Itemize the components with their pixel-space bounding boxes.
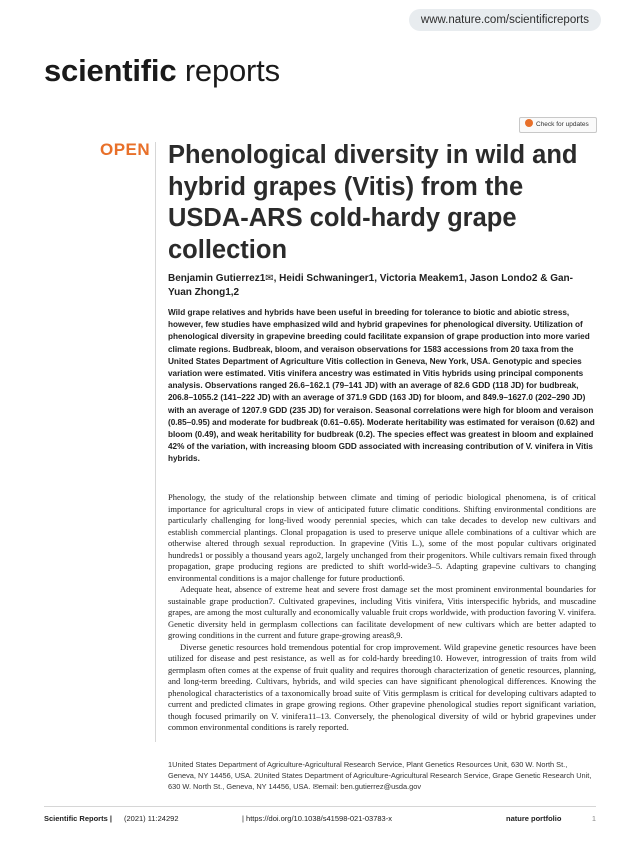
body-paragraph: Adequate heat, absence of extreme heat and severe frost damage set the most prominent environmental boundaries for sustainable grape production7. Cultivated grapevines, including Vitis vinifera, Vitis interspecific hybrids, and muscadine grapes, are among the most culturally and economically valuable fruit crops worldwide, with production favoring V. vinifera. Genetic diversity held in germplasm collections can facilitate development of new cultivars which are better adapted to growing conditions in the current and future grape-growing areas8,9.	[168, 584, 596, 640]
journal-logo-bold: scientific	[44, 53, 177, 88]
journal-logo-light: reports	[184, 53, 280, 88]
check-for-updates-label: Check for updates	[536, 121, 589, 128]
footer-journal: Scientific Reports |	[44, 814, 112, 823]
page-footer	[44, 813, 596, 825]
journal-url[interactable]: www.nature.com/scientificreports	[409, 9, 601, 31]
refresh-icon	[525, 119, 533, 127]
footer-doi-link[interactable]: | https://doi.org/10.1038/s41598-021-03783-x	[242, 814, 392, 823]
affiliations-footnote: 1United States Department of Agriculture-Agricultural Research Service, Plant Genetics Resources Unit, 630 W. North St., Geneva, NY 14456, USA. 2United States Department of Agriculture-Agricultural Research Service, Grape Genetic Research Unit, 630 W. North St., Geneva, NY 14456, USA. ✉email: ben.gutierrez@usda.gov	[168, 760, 592, 791]
check-for-updates-button[interactable]	[519, 117, 597, 133]
body-paragraph: Diverse genetic resources hold tremendous potential for crop improvement. Wild grapevine genetic resources have been utilized for disease and pest resistance, as well as for cold-hardy breeding10. However, introgression of traits from wild germplasm often comes at the expense of fruit quality and requires thorough characterization of genetic resources, planning, and long-term breeding. Cultivars, hybrids, and wild species can have significant phenological differences. Knowing the phenological characteristics of a taxonomically broad suite of Vitis germplasm is critical for developing cultivars adapted to current and predicted climates in grape growing regions. Other grapevine phenological studies report significant variation, though focused primarily on V. vinifera11–13. Conversely, the phenological diversity of wild or hybrid grapevines under common environmental conditions is rarely reported.	[168, 641, 596, 732]
footer-divider	[44, 806, 596, 807]
body-paragraph: Phenology, the study of the relationship between climate and timing of periodic biological phenomena, is of critical importance for agricultural crops in view of anticipated future climatic conditions. Shifting environmental conditions are particularly challenging for long-lived woody perennial species, which can take decades to develop new cultivars and establish commercial plantings. Clonal propagation is used to preserve unique allele combinations of a cultivar which are otherwise altered through sexual reproduction. In grapevine (Vitis L.), some of the most popular cultivars originated hundreds1 or possibly a thousand years ago2, largely unchanged from their progenitors. While cultivars remain fixed through propagation, grape producing regions are predicted to shift world-wide3–5. Adapting grapevine cultivars to changing environmental conditions is a major challenge for future production6.	[168, 492, 596, 583]
margin-divider	[155, 142, 156, 742]
body-text	[168, 492, 596, 734]
author-list: Benjamin Gutierrez1✉, Heidi Schwaninger1, Victoria Meakem1, Jason Londo2 & Gan-Yuan Zhong1,2	[168, 273, 573, 298]
journal-logo	[44, 53, 280, 89]
page-number: 1	[591, 814, 596, 823]
open-access-label: OPEN	[100, 140, 151, 159]
publisher-logo: nature portfolio	[506, 814, 562, 823]
footer-volume: (2021) 11:24292	[124, 814, 179, 823]
abstract: Wild grape relatives and hybrids have been useful in breeding for tolerance to biotic and abiotic stress, however, few studies have emphasized wild and hybrid grapevines for phenological diversity. Utilization of phenological diversity in grapevine breeding could facilitate expansion of grape production into more varied climate regions. Budbreak, bloom, and veraison observations for 1583 accessions from 20 taxa from the United States Department of Agriculture Vitis collection in Geneva, New York, USA. Genotypic and species variation were estimated. Vitis vinifera ancestry was estimated in Vitis hybrids using principal components analysis. Observations ranged 26.6–162.1 (79–141 JD) with an average of 82.6 GDD (118 JD) for budbreak, 206.8–1055.2 (141–222 JD) with an average of 371.9 GDD (163 JD) for bloom, and 849.9–1627.0 (202–290 JD) with an average of 1207.9 GDD (235 JD) for veraison. Seasonal correlations were high for bloom and veraison (0.85–0.95) and moderate for budbreak (0.61–0.65). Moderate heritability was estimated for veraison (0.62) and bloom (0.49), and weak heritability for budbreak (0.2). The species effect was greatest in bloom and explained 42% of the variation, with increasing bloom GDD associated with increasing contribution of V. vinifera in Vitis hybrids.	[168, 308, 595, 464]
article-title: Phenological diversity in wild and hybrid grapes (Vitis) from the USDA-ARS cold-hardy grape collection	[168, 141, 578, 264]
